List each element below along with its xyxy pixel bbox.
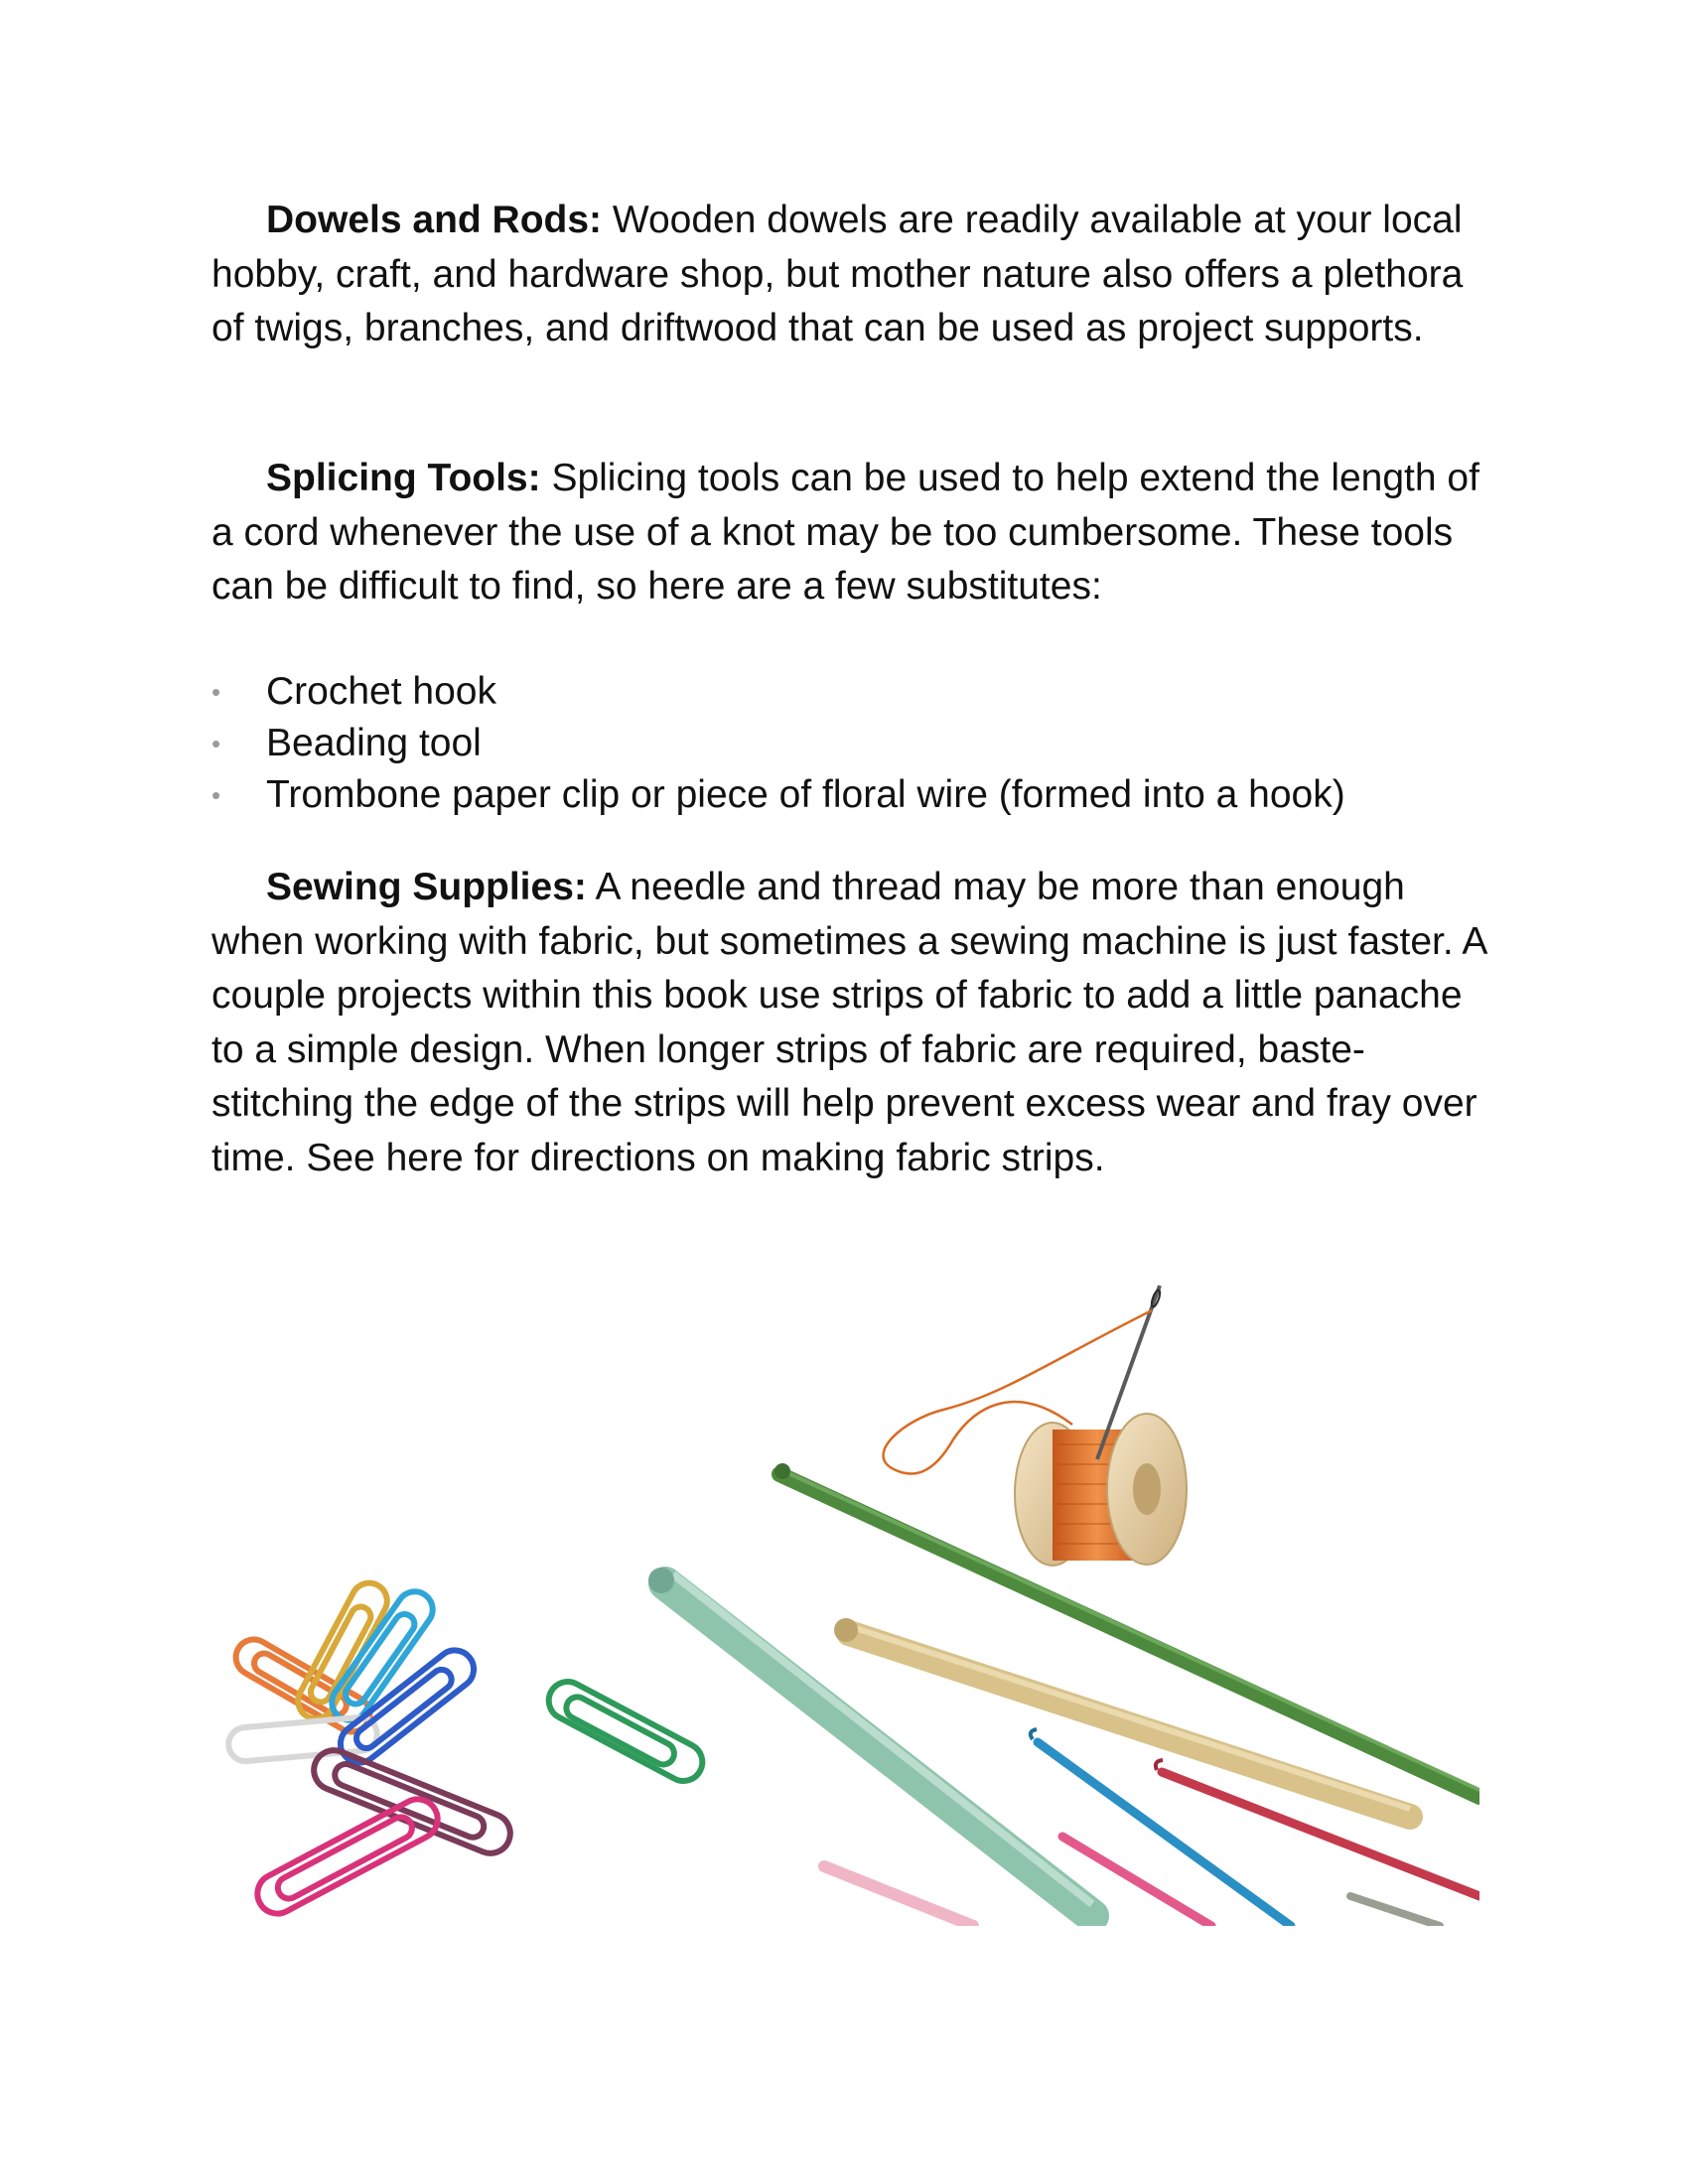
thread-spool-icon: [1015, 1414, 1187, 1566]
beading-tool-icon: [824, 1866, 973, 1926]
list-item: [211, 769, 1492, 821]
paper-clips-icon: [227, 1576, 709, 1920]
paragraph-sewing: [211, 861, 1492, 1185]
body-splicing: Splicing tools can be used to help extend the length of a cord whenever the use of a knot may be too cumbersome. These tools can be difficult to find, so here are a few substitutes:: [211, 457, 1479, 608]
list-item-text: Beading tool: [266, 722, 482, 764]
beading-tool-gray-icon: [1350, 1896, 1440, 1926]
crochet-hook-mint-icon: [648, 1568, 1092, 1916]
list-item-text: Trombone paper clip or piece of floral wire (formed into a hook): [266, 773, 1345, 816]
bullet-icon: •: [211, 729, 221, 758]
heading-sewing: Sewing Supplies:: [266, 866, 587, 908]
list-item: [211, 666, 1492, 718]
bullet-icon: •: [211, 780, 221, 810]
supplies-photo: [218, 1281, 1479, 1926]
list-item-text: Crochet hook: [266, 670, 496, 713]
paper-clip-pink-icon: [250, 1792, 444, 1920]
substitutes-list: [211, 666, 1492, 821]
body-sewing: A needle and thread may be more than enough when working with fabric, but sometimes a sewing machine is just faster. A couple projects within this book use strips of fabric to add a little panache to a simple design. When longer strips of fabric are required, baste-stitching the edge of the strips will help prevent excess wear and fray over time. See here for directions on making fabric strips.: [211, 866, 1486, 1179]
heading-splicing: Splicing Tools:: [266, 457, 541, 499]
paragraph-splicing: [211, 452, 1492, 614]
paper-clip-green-icon: [542, 1675, 709, 1787]
body-dowels: Wooden dowels are readily available at your local hobby, craft, and hardware shop, but mother nature also offers a plethora of twigs, branches, and driftwood that can be used as project supports.: [211, 199, 1464, 349]
list-item: [211, 718, 1492, 769]
bullet-icon: •: [211, 677, 221, 707]
heading-dowels: Dowels and Rods:: [266, 199, 603, 241]
paragraph-dowels: [211, 194, 1492, 356]
